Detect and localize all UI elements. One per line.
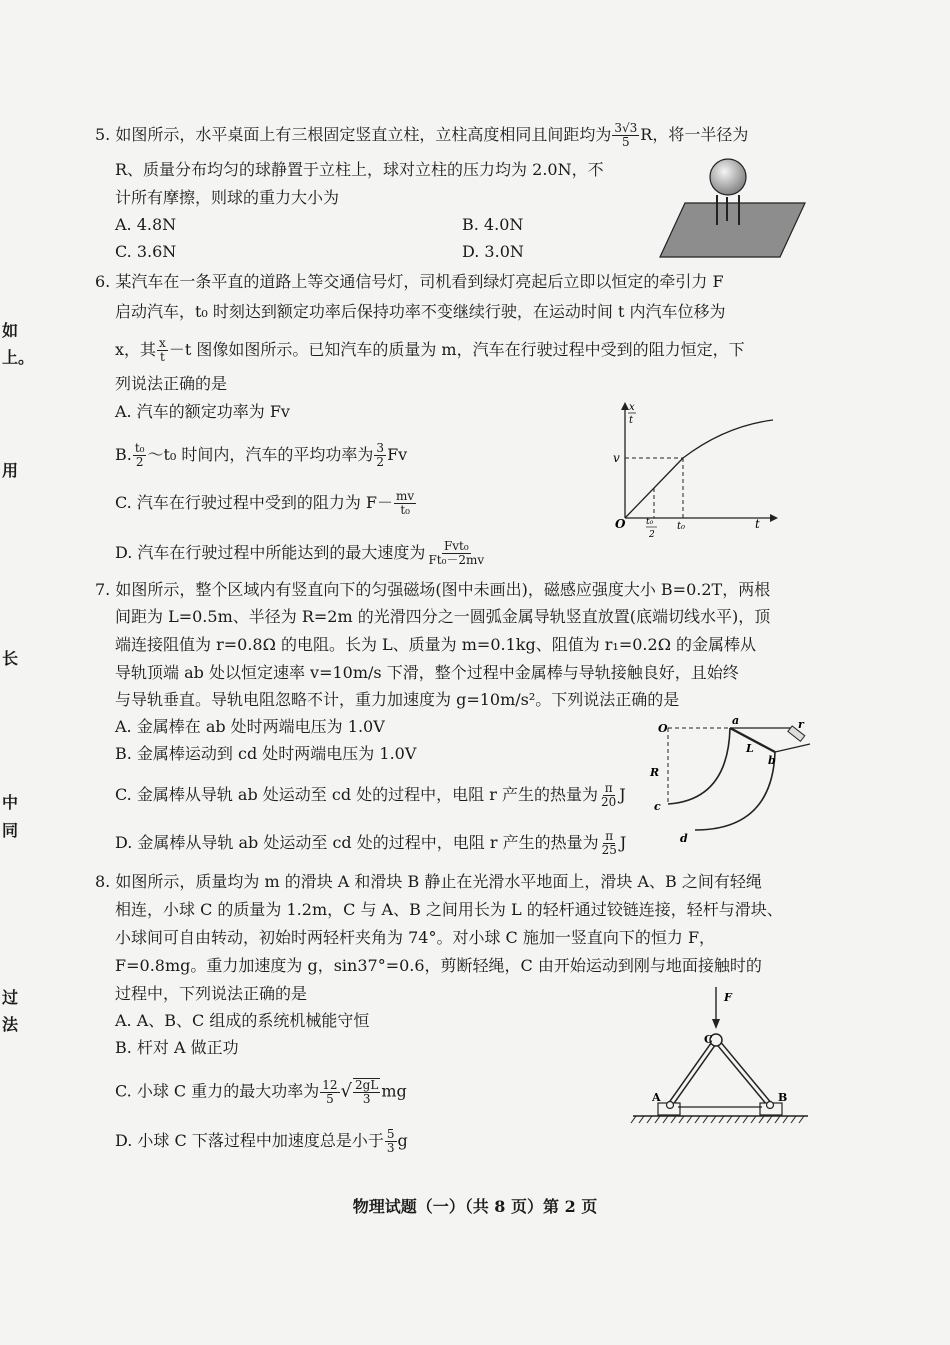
margin-char: 如 xyxy=(2,321,19,340)
q8-stem-line4: F=0.8mg。重力加速度为 g，sin37°=0.6，剪断轻绳，C 由开始运动到刚与地面接触时的 xyxy=(115,956,762,975)
fig-label-F: F xyxy=(724,991,732,1004)
q6-stem-line1: 6. 某汽车在一条平直的道路上等交通信号灯，司机看到绿灯亮起后立即以恒定的牵引力 F xyxy=(95,272,724,291)
q6-stem-line3: x，其 $\frac{x}{t}$ －t 图像如图所示。已知汽车的质量为 m，汽车在行驶过程中受到的阻力恒定，下 xyxy=(115,336,745,364)
q8-stem-line1: 8. 如图所示，质量均为 m 的滑块 A 和滑块 B 静止在光滑水平地面上，滑块 A、B 之间有轻绳 xyxy=(95,872,762,891)
graph-origin-label: O xyxy=(615,517,626,531)
graph-t0-label: t₀ xyxy=(677,521,686,532)
fraction: $\frac{3}{2}$ xyxy=(376,441,385,469)
q6-option-a: A. 汽车的额定功率为 Fv xyxy=(115,402,290,421)
fig-label-B: B xyxy=(778,1091,788,1104)
margin-char: 长 xyxy=(2,649,19,668)
q5-option-d: D. 3.0N xyxy=(462,242,524,261)
fig-label-d: d xyxy=(680,832,688,845)
fraction: $\frac{3√3}{5}$ xyxy=(614,121,638,149)
margin-char: 同 xyxy=(2,821,19,840)
q7-option-d: D. 金属棒从导轨 ab 处运动至 cd 处的过程中，电阻 r 产生的热量为 $\frac{\pi}{25}$ J xyxy=(115,829,627,857)
q8-stem-line5: 过程中，下列说法正确的是 xyxy=(115,984,308,1003)
q6-xt-graph xyxy=(605,398,780,546)
fig-label-C: C xyxy=(704,1033,713,1046)
q5-stem-line1: 5. 如图所示，水平桌面上有三根固定竖直立柱，立柱高度相同且间距均为 $\frac{3√3}{5}$ R，将一半径为 xyxy=(95,121,749,149)
q5-option-a: A. 4.8N xyxy=(115,215,177,234)
graph-y-label-num: x xyxy=(629,402,635,413)
q7-stem-line2: 间距为 L=0.5m、半径为 R=2m 的光滑四分之一圆弧金属导轨竖直放置(底端切线水平)，顶 xyxy=(115,607,771,626)
q8-rod-figure xyxy=(628,985,813,1130)
margin-char: 过 xyxy=(2,988,19,1007)
graph-v-label: v xyxy=(613,451,620,465)
graph-t0half-den: 2 xyxy=(649,530,655,540)
q7-option-a: A. 金属棒在 ab 处时两端电压为 1.0V xyxy=(115,717,385,736)
q8-option-b: B. 杆对 A 做正功 xyxy=(115,1038,239,1057)
margin-char: 法 xyxy=(2,1015,19,1034)
q7-rail-figure xyxy=(640,712,815,847)
fraction: $\frac{\pi}{25}$ xyxy=(601,829,617,857)
fraction: $\frac{2gL}{3}$ xyxy=(355,1078,379,1106)
fraction: $\frac{mv}{\text{t₀}}$ xyxy=(396,489,415,517)
fraction: $\frac{\text{Fvt₀}}{\text{Ft₀－2mv}}$ xyxy=(428,539,485,567)
fig-label-R: R xyxy=(650,766,660,779)
margin-char: 用 xyxy=(2,461,19,480)
q5-option-c: C. 3.6N xyxy=(115,242,177,261)
fraction: $\frac{12}{5}$ xyxy=(322,1077,338,1106)
q6-stem-line4: 列说法正确的是 xyxy=(115,374,228,393)
q7-option-b: B. 金属棒运动到 cd 处时两端电压为 1.0V xyxy=(115,744,417,763)
graph-t-label: t xyxy=(755,517,760,531)
graph-t0half-num: t₀ xyxy=(646,517,654,527)
q7-stem-line1: 7. 如图所示，整个区域内有竖直向下的匀强磁场(图中未画出)，磁感应强度大小 B=0.2T，两根 xyxy=(95,580,771,599)
q7-stem-line3: 端连接阻值为 r=0.8Ω 的电阻。长为 L、质量为 m=0.1kg、阻值为 r₁=0.2Ω 的金属棒从 xyxy=(115,635,757,654)
q8-option-d: D. 小球 C 下落过程中加速度总是小于 $\frac{5}{3}$ g xyxy=(115,1127,408,1155)
q7-stem-line5: 与导轨垂直。导轨电阻忽略不计，重力加速度为 g=10m/s²。下列说法正确的是 xyxy=(115,690,680,709)
fraction: $\frac{x}{t}$ xyxy=(159,336,166,364)
q8-option-a: A. A、B、C 组成的系统机械能守恒 xyxy=(115,1011,370,1030)
q6-option-b: B. $\frac{\text{t₀}}{2}$ ～t₀ 时间内，汽车的平均功率为 $\frac{3}{2}$ Fv xyxy=(115,441,408,469)
q5-ball-on-posts-figure xyxy=(655,155,815,260)
fig-label-b: b xyxy=(768,754,776,767)
q8-option-c: C. 小球 C 重力的最大功率为 $\frac{12}{5}$ √ $\frac{2gL}{3}$ mg xyxy=(115,1077,407,1106)
q8-stem-line3: 小球间可自由转动，初始时两轻杆夹角为 74°。对小球 C 施加一竖直向下的恒力 F， xyxy=(115,928,716,947)
fraction: $\frac{5}{3}$ xyxy=(386,1127,395,1155)
fig-label-A: A xyxy=(652,1091,661,1104)
q5-stem-line2: R、质量分布均匀的球静置于立柱上，球对立柱的压力均为 2.0N，不 xyxy=(115,160,604,179)
page-footer: 物理试题（一）（共 8 页）第 2 页 xyxy=(352,1197,598,1216)
fraction: $\frac{\text{t₀}}{2}$ xyxy=(134,441,145,469)
q6-stem-line2: 启动汽车，t₀ 时刻达到额定功率后保持功率不变继续行驶，在运动时间 t 内汽车位移为 xyxy=(115,302,726,321)
fig-label-c: c xyxy=(654,800,661,813)
margin-char: 中 xyxy=(2,793,19,812)
graph-y-label-den: t xyxy=(629,415,634,426)
q5-stem-line3: 计所有摩擦，则球的重力大小为 xyxy=(115,188,340,207)
fraction: $\frac{\pi}{20}$ xyxy=(601,781,617,809)
fig-label-a: a xyxy=(732,714,740,727)
q5-option-b: B. 4.0N xyxy=(462,215,524,234)
q6-option-c: C. 汽车在行驶过程中受到的阻力为 F－ $\frac{mv}{\text{t₀}}$ xyxy=(115,489,415,517)
q7-option-c: C. 金属棒从导轨 ab 处运动至 cd 处的过程中，电阻 r 产生的热量为 $\frac{\pi}{20}$ J xyxy=(115,781,626,809)
fig-label-L: L xyxy=(746,742,754,755)
fig-label-O: O xyxy=(658,722,668,735)
q6-option-d: D. 汽车在行驶过程中所能达到的最大速度为 $\frac{\text{Fvt₀}}{\text{Ft₀－2mv}}$ xyxy=(115,539,485,567)
q7-stem-line4: 导轨顶端 ab 处以恒定速率 v=10m/s 下滑，整个过程中金属棒与导轨接触良好，且始终 xyxy=(115,663,739,682)
fig-label-r: r xyxy=(798,718,804,731)
q8-stem-line2: 相连，小球 C 的质量为 1.2m，C 与 A、B 之间用长为 L 的轻杆通过铰链连接，轻杆与滑块、 xyxy=(115,900,783,919)
margin-char: 上。 xyxy=(2,348,35,367)
